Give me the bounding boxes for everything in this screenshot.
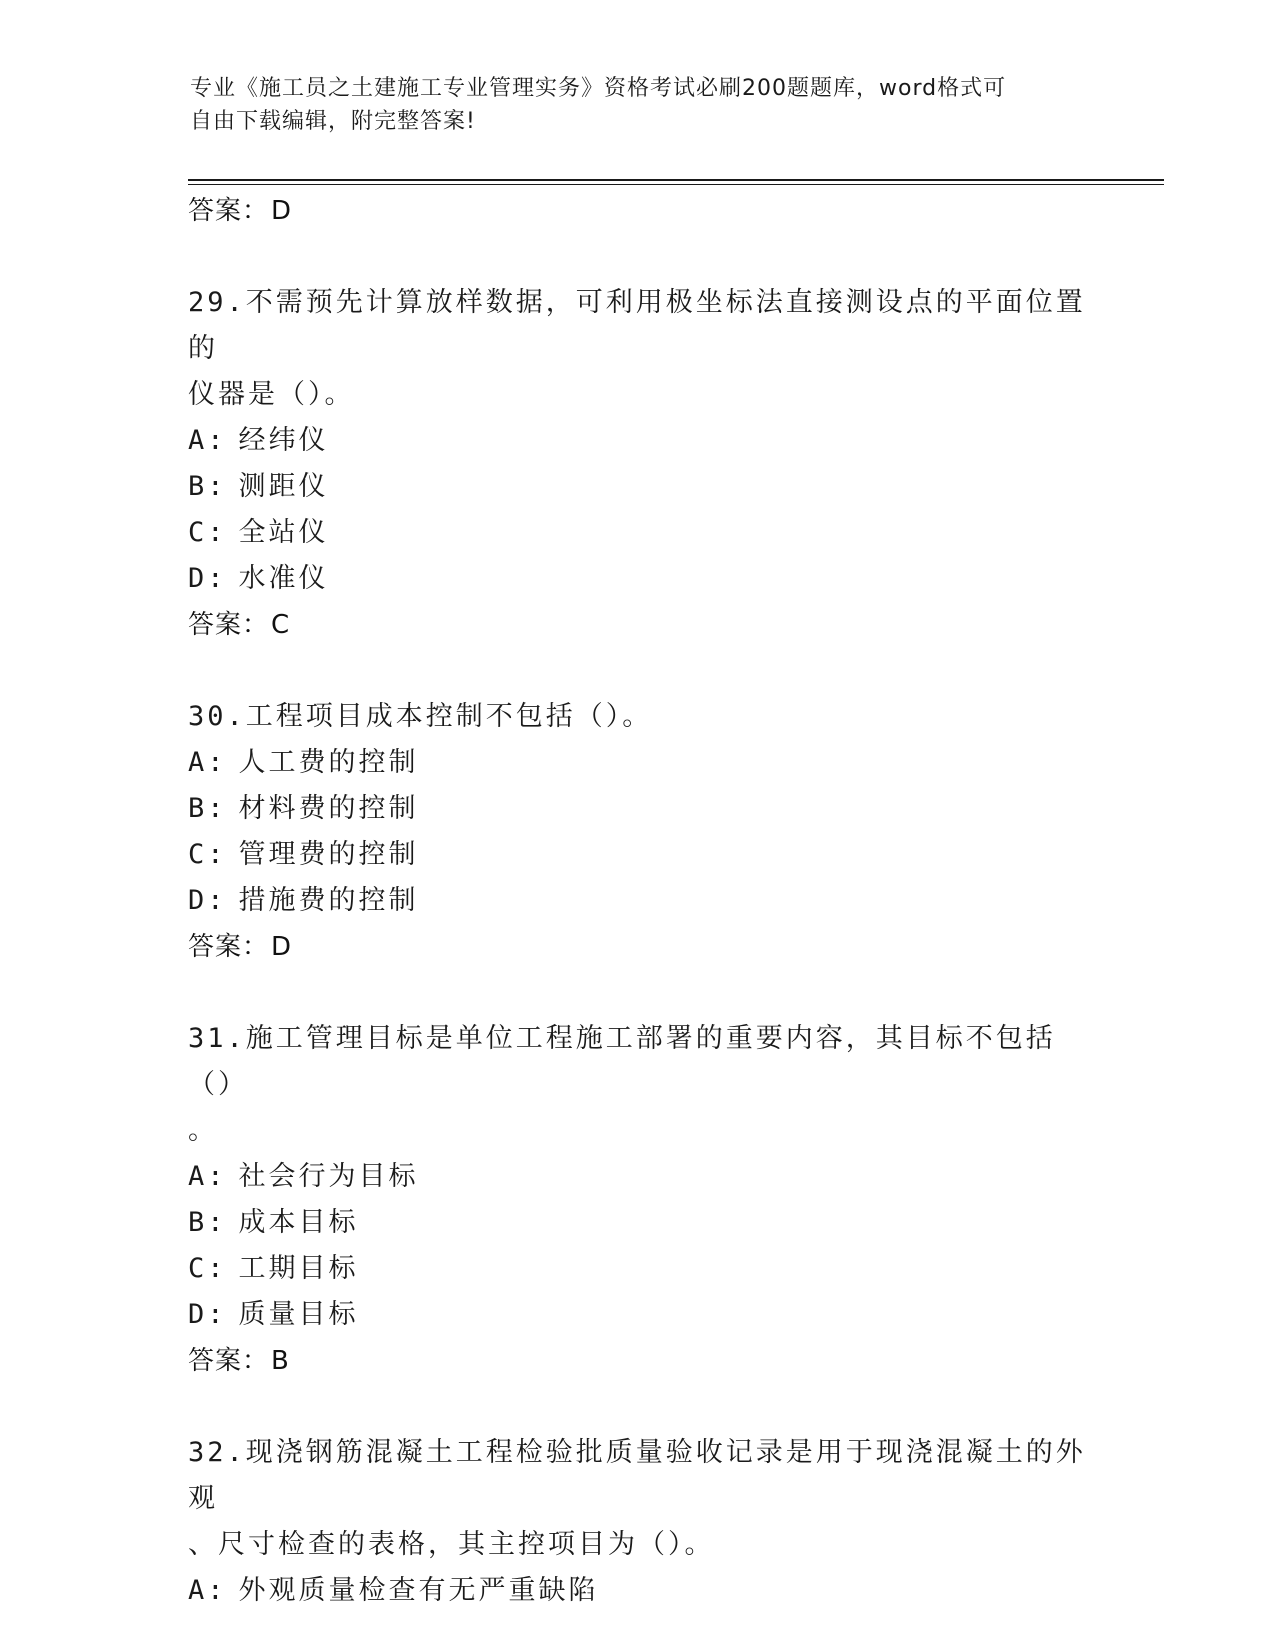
answer-value: B bbox=[271, 1346, 290, 1376]
header-divider-thin bbox=[188, 184, 1164, 185]
option-letter: D: bbox=[188, 885, 227, 916]
question-30 bbox=[188, 694, 1088, 970]
option-text: 水准仪 bbox=[238, 563, 329, 594]
option-text: 工期目标 bbox=[238, 1253, 359, 1284]
option-b bbox=[188, 1200, 1088, 1246]
answer-label: 答案： bbox=[188, 932, 270, 962]
answer-value: C bbox=[271, 610, 291, 640]
document-header bbox=[190, 72, 1070, 138]
question-32 bbox=[188, 1430, 1088, 1614]
option-letter: C: bbox=[188, 839, 227, 870]
answer-value: D bbox=[271, 932, 293, 962]
option-a bbox=[188, 1568, 1088, 1614]
option-letter: D: bbox=[188, 563, 227, 594]
header-line-2: 自由下载编辑，附完整答案! bbox=[190, 109, 476, 134]
answer-label: 答案： bbox=[188, 196, 270, 226]
answer-value: D bbox=[271, 196, 293, 226]
option-text: 测距仪 bbox=[238, 471, 329, 502]
option-letter: A: bbox=[188, 425, 227, 456]
option-letter: C: bbox=[188, 1253, 227, 1284]
answer-line bbox=[188, 1338, 1088, 1384]
header-line-1: 专业《施工员之土建施工专业管理实务》资格考试必刷200题题库，word格式可 bbox=[190, 76, 1007, 101]
option-text: 质量目标 bbox=[238, 1299, 359, 1330]
option-d bbox=[188, 1292, 1088, 1338]
option-text: 管理费的控制 bbox=[238, 839, 419, 870]
option-text: 外观质量检查有无严重缺陷 bbox=[238, 1575, 599, 1606]
option-text: 社会行为目标 bbox=[238, 1161, 419, 1192]
answer-line bbox=[188, 924, 1088, 970]
answer-line bbox=[188, 188, 1088, 234]
question-text-line: 、尺寸检查的表格，其主控项目为（）。 bbox=[188, 1529, 715, 1560]
option-letter: C: bbox=[188, 517, 227, 548]
option-text: 材料费的控制 bbox=[238, 793, 419, 824]
option-a bbox=[188, 1154, 1088, 1200]
option-b bbox=[188, 464, 1088, 510]
option-letter: A: bbox=[188, 747, 227, 778]
question-text-line: 31.施工管理目标是单位工程施工部署的重要内容，其目标不包括（） bbox=[188, 1023, 1056, 1100]
option-letter: A: bbox=[188, 1161, 227, 1192]
option-letter: B: bbox=[188, 471, 227, 502]
question-text-line: 32.现浇钢筋混凝土工程检验批质量验收记录是用于现浇混凝土的外观 bbox=[188, 1437, 1086, 1514]
option-letter: A: bbox=[188, 1575, 227, 1606]
option-b bbox=[188, 786, 1088, 832]
option-text: 措施费的控制 bbox=[238, 885, 419, 916]
option-letter: D: bbox=[188, 1299, 227, 1330]
question-text-line: 30.工程项目成本控制不包括（）。 bbox=[188, 701, 653, 732]
option-c bbox=[188, 1246, 1088, 1292]
option-text: 人工费的控制 bbox=[238, 747, 419, 778]
option-d bbox=[188, 878, 1088, 924]
question-text-line: 仪器是（）。 bbox=[188, 379, 355, 410]
answer-label: 答案： bbox=[188, 610, 270, 640]
header-divider-thick bbox=[188, 179, 1164, 181]
option-a bbox=[188, 418, 1088, 464]
option-c bbox=[188, 832, 1088, 878]
document-body bbox=[188, 188, 1088, 1614]
question-31 bbox=[188, 1016, 1088, 1384]
question-text-line: 29.不需预先计算放样数据，可利用极坐标法直接测设点的平面位置的 bbox=[188, 287, 1086, 364]
question-text-line: 。 bbox=[188, 1115, 218, 1146]
answer-line bbox=[188, 602, 1088, 648]
option-d bbox=[188, 556, 1088, 602]
option-text: 成本目标 bbox=[238, 1207, 359, 1238]
option-letter: B: bbox=[188, 1207, 227, 1238]
option-c bbox=[188, 510, 1088, 556]
option-text: 经纬仪 bbox=[238, 425, 329, 456]
answer-label: 答案： bbox=[188, 1346, 270, 1376]
option-text: 全站仪 bbox=[238, 517, 329, 548]
option-a bbox=[188, 740, 1088, 786]
option-letter: B: bbox=[188, 793, 227, 824]
question-29 bbox=[188, 280, 1088, 648]
